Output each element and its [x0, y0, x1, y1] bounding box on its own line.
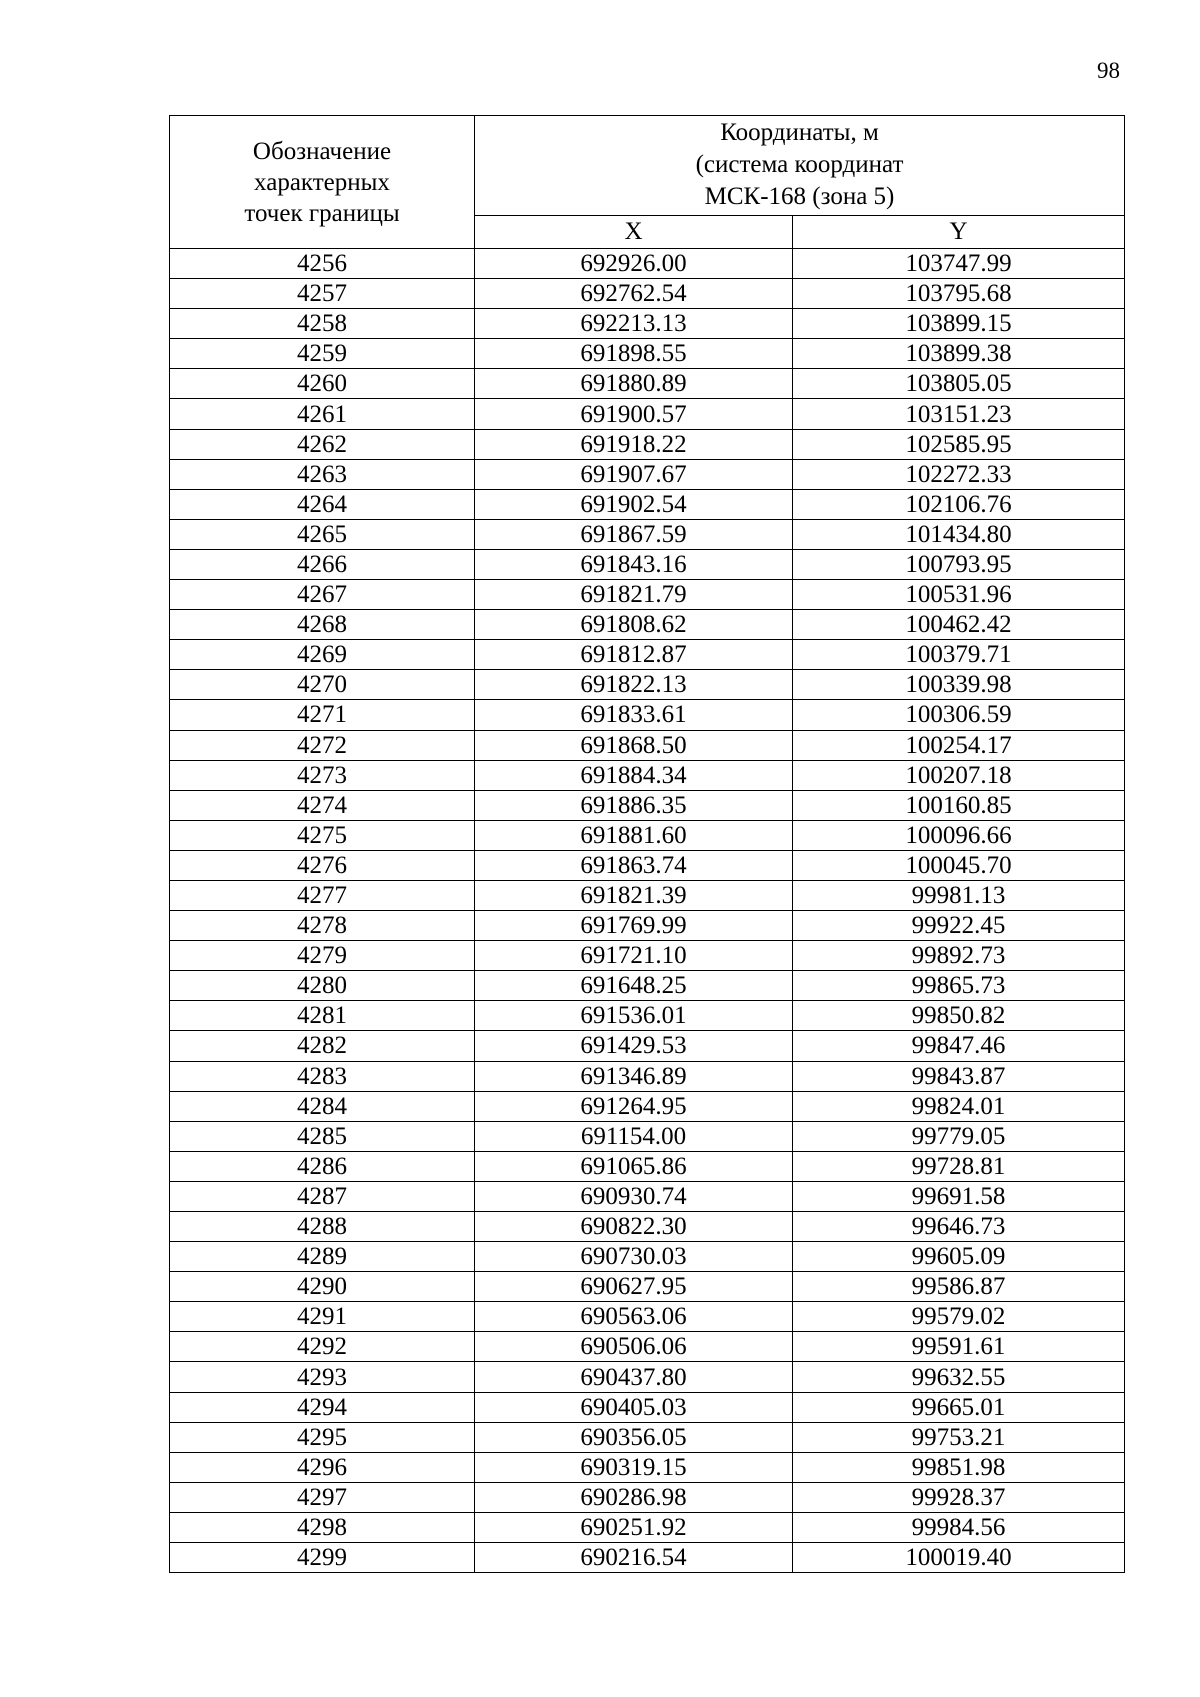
x-cell: 691721.10: [475, 941, 793, 971]
point-cell: 4296: [170, 1452, 475, 1482]
point-cell: 4291: [170, 1302, 475, 1332]
y-cell: 100531.96: [793, 580, 1125, 610]
y-cell: 99892.73: [793, 941, 1125, 971]
x-cell: 690822.30: [475, 1212, 793, 1242]
table-row: [170, 459, 1125, 489]
table-row: [170, 309, 1125, 339]
y-cell: 102106.76: [793, 489, 1125, 519]
table-row: [170, 911, 1125, 941]
point-cell: 4286: [170, 1151, 475, 1181]
x-cell: 691429.53: [475, 1031, 793, 1061]
y-cell: 103899.15: [793, 309, 1125, 339]
y-cell: 100045.70: [793, 850, 1125, 880]
point-cell: 4277: [170, 880, 475, 910]
coordinates-line-1: Координаты, м: [720, 119, 879, 147]
y-cell: 99632.55: [793, 1362, 1125, 1392]
x-cell: 691065.86: [475, 1151, 793, 1181]
x-cell: 690216.54: [475, 1543, 793, 1573]
coordinates-header: [475, 116, 1125, 216]
x-cell: 690251.92: [475, 1512, 793, 1542]
point-cell: 4272: [170, 730, 475, 760]
table-row: [170, 489, 1125, 519]
x-cell: 691898.55: [475, 339, 793, 369]
point-cell: 4271: [170, 700, 475, 730]
point-cell: 4284: [170, 1091, 475, 1121]
table-row: [170, 610, 1125, 640]
table-row: [170, 1543, 1125, 1573]
y-cell: 99847.46: [793, 1031, 1125, 1061]
x-cell: 690627.95: [475, 1272, 793, 1302]
point-cell: 4276: [170, 850, 475, 880]
point-designation-line-2: характерных: [254, 168, 390, 196]
point-cell: 4275: [170, 820, 475, 850]
point-cell: 4298: [170, 1512, 475, 1542]
point-cell: 4292: [170, 1332, 475, 1362]
table-row: [170, 429, 1125, 459]
y-cell: 99984.56: [793, 1512, 1125, 1542]
x-cell: 691154.00: [475, 1121, 793, 1151]
x-cell: 692762.54: [475, 279, 793, 309]
x-cell: 692213.13: [475, 309, 793, 339]
y-cell: 100096.66: [793, 820, 1125, 850]
table-row: [170, 1332, 1125, 1362]
table-row: [170, 1362, 1125, 1392]
point-cell: 4297: [170, 1482, 475, 1512]
y-cell: 99928.37: [793, 1482, 1125, 1512]
point-designation-line-3: точек границы: [244, 199, 400, 227]
x-cell: 691902.54: [475, 489, 793, 519]
table-row: [170, 519, 1125, 549]
x-cell: 691769.99: [475, 911, 793, 941]
table-row: [170, 1452, 1125, 1482]
table-row: [170, 279, 1125, 309]
point-cell: 4256: [170, 249, 475, 279]
point-cell: 4261: [170, 399, 475, 429]
x-cell: 691821.79: [475, 580, 793, 610]
y-cell: 100462.42: [793, 610, 1125, 640]
point-cell: 4269: [170, 640, 475, 670]
table-row: [170, 1091, 1125, 1121]
y-cell: 103795.68: [793, 279, 1125, 309]
y-cell: 99865.73: [793, 971, 1125, 1001]
y-cell: 99824.01: [793, 1091, 1125, 1121]
x-cell: 692926.00: [475, 249, 793, 279]
y-cell: 99591.61: [793, 1332, 1125, 1362]
y-cell: 100019.40: [793, 1543, 1125, 1573]
x-cell: 690563.06: [475, 1302, 793, 1332]
point-cell: 4264: [170, 489, 475, 519]
y-cell: 99981.13: [793, 880, 1125, 910]
point-cell: 4281: [170, 1001, 475, 1031]
y-cell: 100379.71: [793, 640, 1125, 670]
point-cell: 4279: [170, 941, 475, 971]
point-cell: 4265: [170, 519, 475, 549]
coordinates-table: [169, 115, 1125, 1573]
point-cell: 4283: [170, 1061, 475, 1091]
y-cell: 102272.33: [793, 459, 1125, 489]
x-cell: 691648.25: [475, 971, 793, 1001]
x-cell: 691833.61: [475, 700, 793, 730]
point-designation-header: [170, 116, 475, 249]
x-cell: 691863.74: [475, 850, 793, 880]
y-cell: 100160.85: [793, 790, 1125, 820]
y-cell: 103747.99: [793, 249, 1125, 279]
x-cell: 691536.01: [475, 1001, 793, 1031]
y-cell: 99753.21: [793, 1422, 1125, 1452]
table-header: [170, 116, 1125, 249]
y-cell: 99665.01: [793, 1392, 1125, 1422]
x-cell: 690437.80: [475, 1362, 793, 1392]
y-cell: 99728.81: [793, 1151, 1125, 1181]
x-cell: 690286.98: [475, 1482, 793, 1512]
point-cell: 4258: [170, 309, 475, 339]
x-cell: 690506.06: [475, 1332, 793, 1362]
y-cell: 99646.73: [793, 1212, 1125, 1242]
y-cell: 100207.18: [793, 760, 1125, 790]
y-cell: 99691.58: [793, 1181, 1125, 1211]
point-cell: 4273: [170, 760, 475, 790]
point-designation-line-1: Обозначение: [252, 137, 392, 165]
table-row: [170, 1121, 1125, 1151]
point-cell: 4278: [170, 911, 475, 941]
y-cell: 103899.38: [793, 339, 1125, 369]
point-cell: 4262: [170, 429, 475, 459]
table-row: [170, 1061, 1125, 1091]
point-cell: 4288: [170, 1212, 475, 1242]
x-cell: 691822.13: [475, 670, 793, 700]
table-row: [170, 640, 1125, 670]
point-cell: 4295: [170, 1422, 475, 1452]
table-row: [170, 760, 1125, 790]
y-cell: 99922.45: [793, 911, 1125, 941]
table-row: [170, 850, 1125, 880]
point-cell: 4266: [170, 549, 475, 579]
x-cell: 691812.87: [475, 640, 793, 670]
y-cell: 100306.59: [793, 700, 1125, 730]
table-row: [170, 580, 1125, 610]
x-cell: 691880.89: [475, 369, 793, 399]
x-cell: 690930.74: [475, 1181, 793, 1211]
table-row: [170, 941, 1125, 971]
x-cell: 690730.03: [475, 1242, 793, 1272]
x-cell: 691900.57: [475, 399, 793, 429]
point-cell: 4287: [170, 1181, 475, 1211]
table-row: [170, 880, 1125, 910]
y-cell: 102585.95: [793, 429, 1125, 459]
y-cell: 103805.05: [793, 369, 1125, 399]
table-row: [170, 820, 1125, 850]
coordinates-line-3: МСК-168 (зона 5): [704, 183, 895, 211]
table-row: [170, 1151, 1125, 1181]
table-row: [170, 249, 1125, 279]
table-row: [170, 339, 1125, 369]
point-cell: 4267: [170, 580, 475, 610]
x-cell: 691881.60: [475, 820, 793, 850]
page-number: 98: [1097, 58, 1120, 83]
table-row: [170, 700, 1125, 730]
y-cell: 100793.95: [793, 549, 1125, 579]
table-row: [170, 1512, 1125, 1542]
point-cell: 4285: [170, 1121, 475, 1151]
table-row: [170, 1422, 1125, 1452]
y-cell: 103151.23: [793, 399, 1125, 429]
x-cell: 691868.50: [475, 730, 793, 760]
x-cell: 691843.16: [475, 549, 793, 579]
x-cell: 691867.59: [475, 519, 793, 549]
point-cell: 4259: [170, 339, 475, 369]
y-column-header: Y: [793, 215, 1125, 248]
y-cell: 99586.87: [793, 1272, 1125, 1302]
x-cell: 691808.62: [475, 610, 793, 640]
y-cell: 101434.80: [793, 519, 1125, 549]
y-cell: 100339.98: [793, 670, 1125, 700]
x-cell: 691918.22: [475, 429, 793, 459]
x-cell: 691821.39: [475, 880, 793, 910]
x-column-header: X: [475, 215, 793, 248]
table-row: [170, 1272, 1125, 1302]
point-cell: 4293: [170, 1362, 475, 1392]
point-cell: 4274: [170, 790, 475, 820]
point-cell: 4290: [170, 1272, 475, 1302]
x-cell: 691907.67: [475, 459, 793, 489]
table-row: [170, 1482, 1125, 1512]
table-row: [170, 971, 1125, 1001]
table-row: [170, 1242, 1125, 1272]
x-cell: 691884.34: [475, 760, 793, 790]
point-cell: 4257: [170, 279, 475, 309]
point-cell: 4280: [170, 971, 475, 1001]
y-cell: 99605.09: [793, 1242, 1125, 1272]
table-row: [170, 1302, 1125, 1332]
table-row: [170, 1001, 1125, 1031]
point-cell: 4294: [170, 1392, 475, 1422]
point-cell: 4268: [170, 610, 475, 640]
y-cell: 99843.87: [793, 1061, 1125, 1091]
point-cell: 4289: [170, 1242, 475, 1272]
y-cell: 99851.98: [793, 1452, 1125, 1482]
x-cell: 691886.35: [475, 790, 793, 820]
x-cell: 690319.15: [475, 1452, 793, 1482]
y-cell: 100254.17: [793, 730, 1125, 760]
table-row: [170, 730, 1125, 760]
table-row: [170, 1181, 1125, 1211]
table-body: [170, 249, 1125, 1573]
y-cell: 99779.05: [793, 1121, 1125, 1151]
x-cell: 691264.95: [475, 1091, 793, 1121]
y-cell: 99850.82: [793, 1001, 1125, 1031]
table-row: [170, 1212, 1125, 1242]
table-row: [170, 670, 1125, 700]
coordinates-line-2: (система координат: [695, 151, 904, 179]
table-row: [170, 790, 1125, 820]
point-cell: 4270: [170, 670, 475, 700]
point-cell: 4299: [170, 1543, 475, 1573]
point-cell: 4260: [170, 369, 475, 399]
x-cell: 690356.05: [475, 1422, 793, 1452]
x-cell: 691346.89: [475, 1061, 793, 1091]
x-cell: 690405.03: [475, 1392, 793, 1422]
point-cell: 4282: [170, 1031, 475, 1061]
point-cell: 4263: [170, 459, 475, 489]
table-row: [170, 549, 1125, 579]
y-cell: 99579.02: [793, 1302, 1125, 1332]
table-row: [170, 1031, 1125, 1061]
table-row: [170, 369, 1125, 399]
table-row: [170, 1392, 1125, 1422]
table-row: [170, 399, 1125, 429]
